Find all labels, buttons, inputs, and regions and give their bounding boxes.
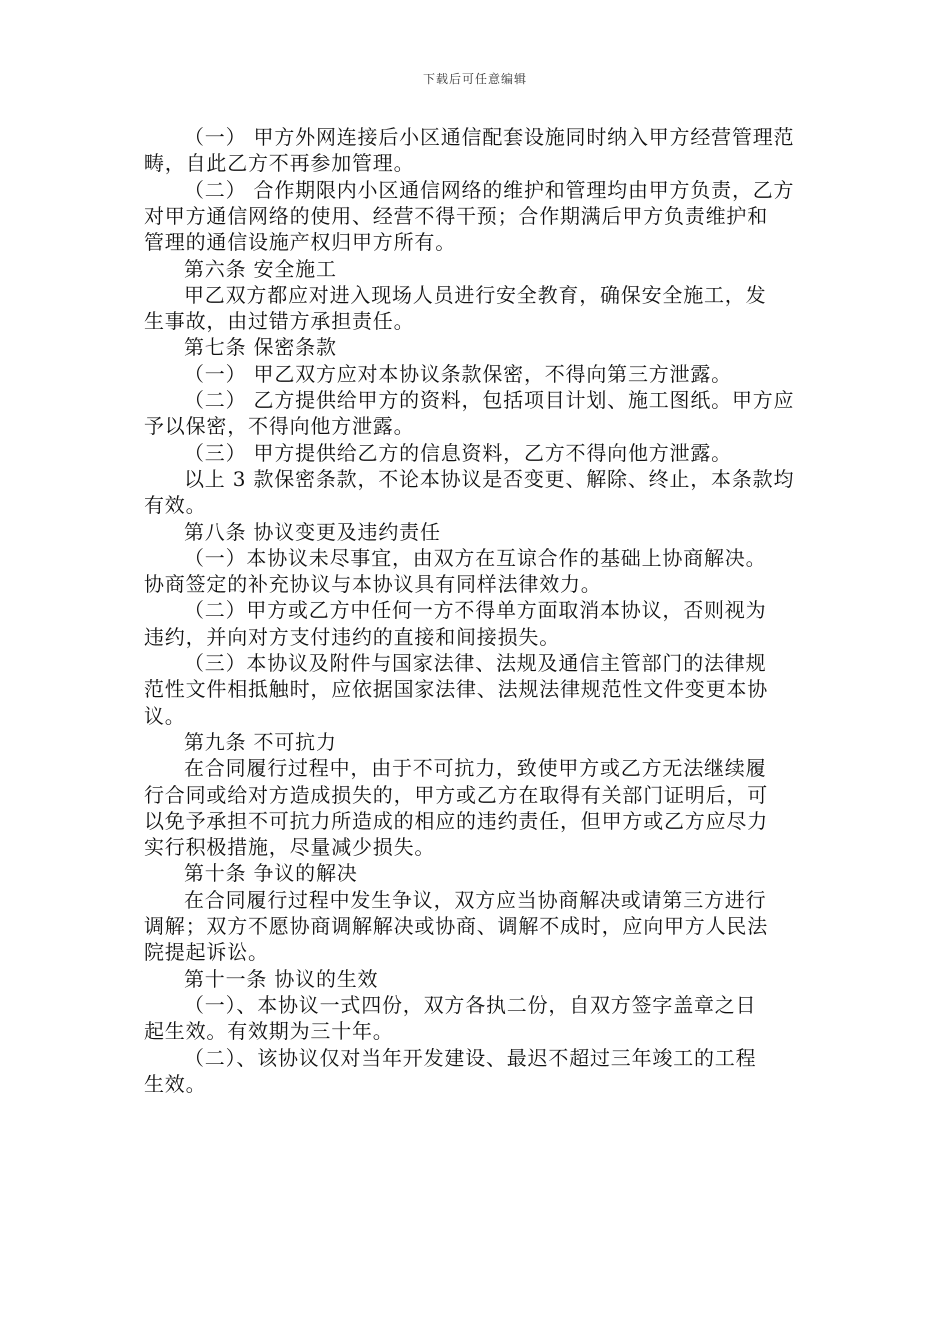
text-line: （二）、该协议仅对当年开发建设、最迟不超过三年竣工的工程 bbox=[184, 1045, 757, 1070]
page-header: 下载后可任意编辑 bbox=[422, 72, 527, 86]
text-line: 予以保密，不得向他方泄露。 bbox=[144, 414, 415, 439]
text-line: 生事故，由过错方承担责任。 bbox=[144, 309, 415, 334]
text-line: （一）、本协议一式四份，双方各执二份，自双方签字盖章之日 bbox=[184, 992, 757, 1017]
text-line: （一） 甲乙双方应对本协议条款保密，不得向第三方泄露。 bbox=[184, 361, 732, 386]
text-line: 实行积极措施，尽量减少损失。 bbox=[144, 835, 436, 860]
text-line: 有效。 bbox=[144, 493, 207, 518]
text-line: 议。 bbox=[144, 703, 186, 728]
text-line: 甲乙双方都应对进入现场人员进行安全教育，确保安全施工，发 bbox=[184, 282, 767, 307]
text-line: 第八条 协议变更及违约责任 bbox=[184, 519, 441, 544]
text-line: 第六条 安全施工 bbox=[184, 256, 337, 281]
text-line: 第十条 争议的解决 bbox=[184, 861, 358, 886]
text-line: 起生效。有效期为三十年。 bbox=[144, 1019, 394, 1044]
text-line: 第七条 保密条款 bbox=[184, 335, 337, 360]
text-line: 院提起诉讼。 bbox=[144, 940, 269, 965]
text-line: 以上 3 款保密条款，不论本协议是否变更、解除、终止，本条款均 bbox=[184, 466, 795, 491]
text-line: 调解；双方不愿协商调解解决或协商、调解不成时，应向甲方人民法 bbox=[144, 914, 768, 938]
text-line: 以免予承担不可抗力所造成的相应的违约责任，但甲方或乙方应尽力 bbox=[144, 808, 768, 833]
text-line: （一）本协议未尽事宜，由双方在互谅合作的基础上协商解决。 bbox=[184, 545, 767, 570]
text-line: （二）甲方或乙方中任何一方不得单方面取消本协议，否则视为 bbox=[184, 598, 767, 623]
text-line: （三）本协议及附件与国家法律、法规及通信主管部门的法律规 bbox=[184, 651, 767, 675]
text-line: 畴，自此乙方不再参加管理。 bbox=[144, 151, 415, 176]
text-line: 对甲方通信网络的使用、经营不得干预；合作期满后甲方负责维护和 bbox=[144, 203, 768, 228]
text-line: 生效。 bbox=[144, 1071, 207, 1096]
text-line: （二） 合作期限内小区通信网络的维护和管理均由甲方负责，乙方 bbox=[184, 177, 795, 202]
text-line: 第十一条 协议的生效 bbox=[184, 966, 379, 991]
text-line: （二） 乙方提供给甲方的资料，包括项目计划、施工图纸。甲方应 bbox=[184, 388, 795, 412]
text-line: 在合同履行过程中发生争议，双方应当协商解决或请第三方进行 bbox=[184, 887, 767, 912]
text-line: 范性文件相抵触时，应依据国家法律、法规法律规范性文件变更本协 bbox=[144, 677, 768, 702]
text-line: 行合同或给对方造成损失的，甲方或乙方在取得有关部门证明后，可 bbox=[144, 782, 768, 807]
text-line: 第九条 不可抗力 bbox=[184, 729, 337, 754]
text-line: 管理的通信设施产权归甲方所有。 bbox=[144, 230, 456, 255]
text-line: 违约，并向对方支付违约的直接和间接损失。 bbox=[144, 624, 560, 649]
text-line: （一） 甲方外网连接后小区通信配套设施同时纳入甲方经营管理范 bbox=[184, 125, 795, 149]
text-line: （三） 甲方提供给乙方的信息资料，乙方不得向他方泄露。 bbox=[184, 440, 732, 465]
text-line: 在合同履行过程中，由于不可抗力，致使甲方或乙方无法继续履 bbox=[184, 756, 767, 781]
text-line: 协商签定的补充协议与本协议具有同样法律效力。 bbox=[144, 572, 602, 597]
